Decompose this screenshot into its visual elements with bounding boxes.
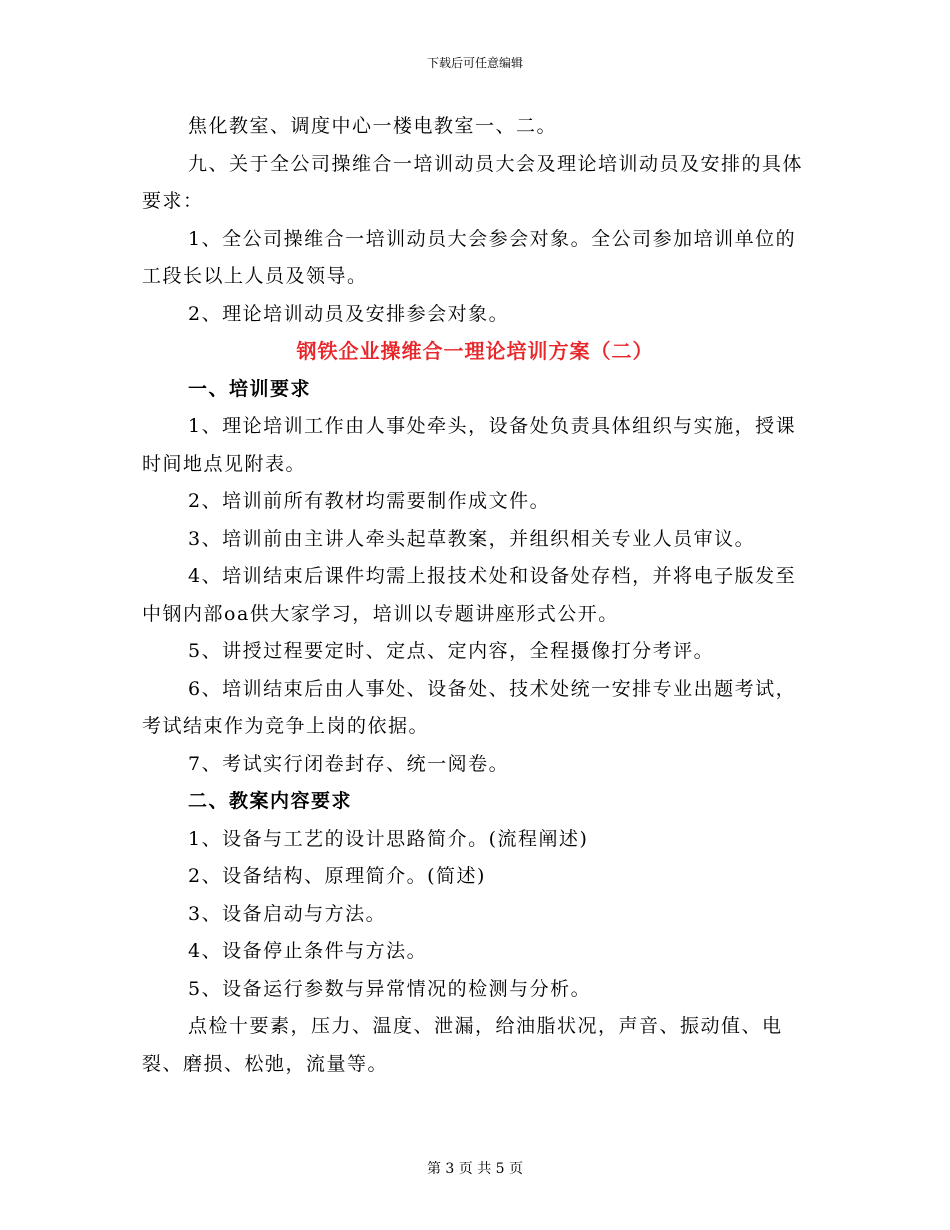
list-item: 7、考试实行闭卷封存、统一阅卷。: [188, 752, 510, 775]
list-item: 5、设备运行参数与异常情况的检测与分析。: [188, 977, 592, 1000]
paragraph: 点检十要素，压力、温度、泄漏，给油脂状况，声音、振动值、电裂、磨损、松弛，流量等。: [142, 1015, 783, 1075]
list-item: 2、培训前所有教材均需要制作成文件。: [188, 490, 551, 512]
list-item: 3、设备启动与方法。: [188, 902, 387, 925]
list-item: 1、设备与工艺的设计思路简介。(流程阐述): [188, 827, 589, 850]
list-item: 4、设备停止条件与方法。: [188, 940, 428, 962]
list-item: 2、设备结构、原理简介。(简述): [188, 865, 486, 887]
document-body: [142, 108, 808, 1083]
paragraph: 2、理论培训动员及安排参会对象。: [188, 302, 510, 325]
list-item: 6、培训结束后由人事处、设备处、技术处统一安排专业出题考试，考试结束作为竞争上岗的依据。: [142, 677, 797, 737]
list-item: 1、理论培训工作由人事处牵头，设备处负责具体组织与实施，授课时间地点见附表。: [142, 415, 797, 475]
list-item: 5、讲授过程要定时、定点、定内容，全程摄像打分考评。: [188, 640, 715, 662]
paragraph: 九、关于全公司操维合一培训动员大会及理论培训动员及安排的具体要求：: [142, 152, 804, 212]
paragraph: 焦化教室、调度中心一楼电教室一、二。: [188, 115, 558, 137]
list-item: 4、培训结束后课件均需上报技术处和设备处存档，并将电子版发至中钢内部oa供大家学习，培训以专题讲座形式公开。: [142, 565, 797, 625]
list-item: 3、培训前由主讲人牵头起草教案，并组织相关专业人员审议。: [188, 527, 756, 550]
section-title: 钢铁企业操维合一理论培训方案（二）: [296, 339, 654, 363]
paragraph: 1、全公司操维合一培训动员大会参会对象。全公司参加培训单位的工段长以上人员及领导。: [142, 227, 797, 287]
section-heading-lesson-plan-requirements: 二、教案内容要求: [188, 790, 353, 812]
section-heading-training-requirements: 一、培训要求: [188, 377, 312, 400]
page-header-note: 下载后可任意编辑: [426, 56, 523, 70]
page-number-footer: 第 3 页 共 5 页: [426, 1161, 524, 1177]
